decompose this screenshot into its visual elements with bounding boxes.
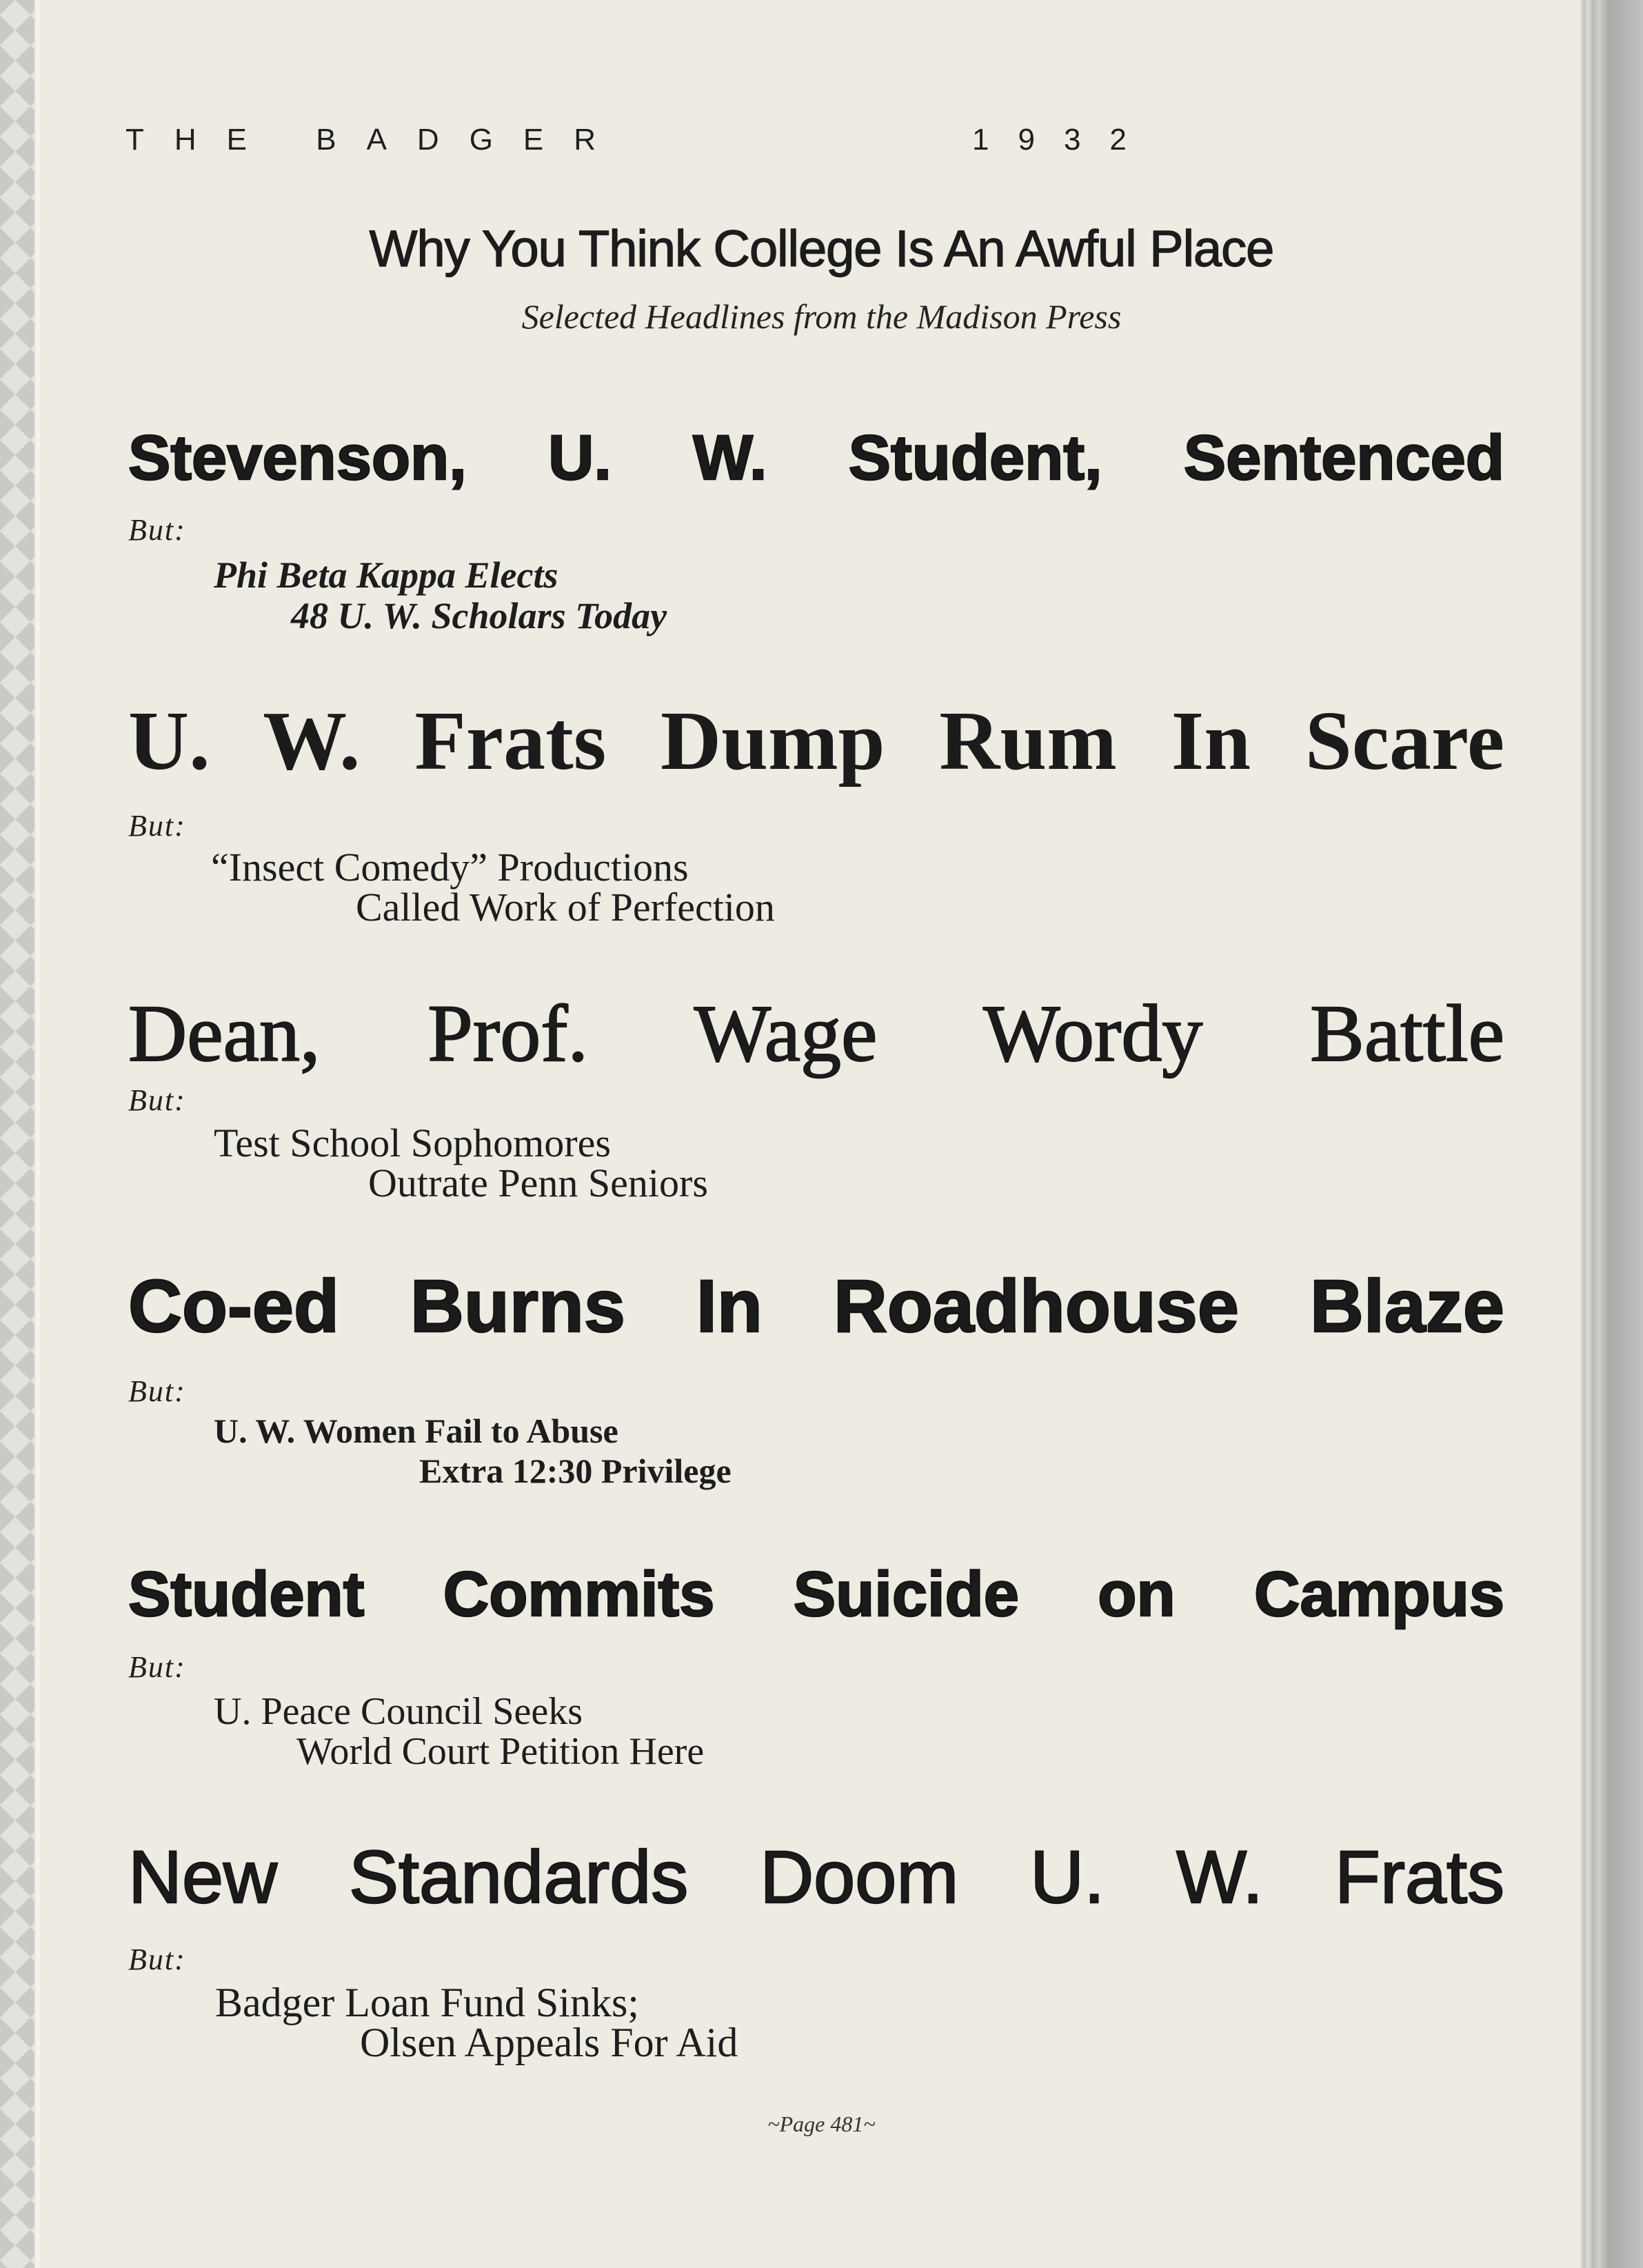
counter-headline-line2: Outrate Penn Seniors <box>368 1161 708 1205</box>
but-label: But: <box>128 809 186 843</box>
counter-headline-line1: U. Peace Council Seeks <box>214 1690 583 1733</box>
headline: Co-ed Burns In Roadhouse Blaze <box>128 1264 1504 1347</box>
but-label: But: <box>128 1650 186 1684</box>
counter-headline-line1: Phi Beta Kappa Elects <box>214 554 558 596</box>
page-edge <box>36 0 40 2268</box>
but-label: But: <box>128 513 186 547</box>
counter-headline-line2: World Court Petition Here <box>296 1730 705 1773</box>
counter-headline-line2: Called Work of Perfection <box>356 885 775 930</box>
counter-headline-line1: Badger Loan Fund Sinks; <box>215 1980 639 2025</box>
but-label: But: <box>128 1374 186 1408</box>
headline: Stevenson, U. W. Student, Sentenced <box>128 423 1504 493</box>
counter-headline-line2: Olsen Appeals For Aid <box>360 2020 738 2065</box>
running-head-year: 1932 <box>972 123 1156 157</box>
decorative-border <box>0 0 34 2268</box>
binding-edge <box>1581 0 1643 2268</box>
but-label: But: <box>128 1943 186 1976</box>
headline: Dean, Prof. Wage Wordy Battle <box>128 988 1504 1078</box>
page-title: Why You Think College Is An Awful Place <box>369 220 1274 277</box>
headline: U. W. Frats Dump Rum In Scare <box>128 694 1504 787</box>
headline: Student Commits Suicide on Campus <box>128 1559 1504 1629</box>
counter-headline-line2: 48 U. W. Scholars Today <box>291 595 667 636</box>
counter-headline-line1: U. W. Women Fail to Abuse <box>214 1412 618 1450</box>
headline: New Standards Doom U. W. Frats <box>128 1835 1504 1918</box>
counter-headline-line1: “Insect Comedy” Productions <box>211 845 689 890</box>
counter-headline-line2: Extra 12:30 Privilege <box>419 1452 732 1490</box>
running-head <box>125 123 1156 157</box>
but-label: But: <box>128 1083 186 1117</box>
page-number: ~Page 481~ <box>767 2111 876 2136</box>
running-head-title: THE BADGER <box>125 123 627 157</box>
page-subtitle: Selected Headlines from the Madison Press <box>521 297 1122 336</box>
counter-headline-line1: Test School Sophomores <box>214 1121 611 1165</box>
